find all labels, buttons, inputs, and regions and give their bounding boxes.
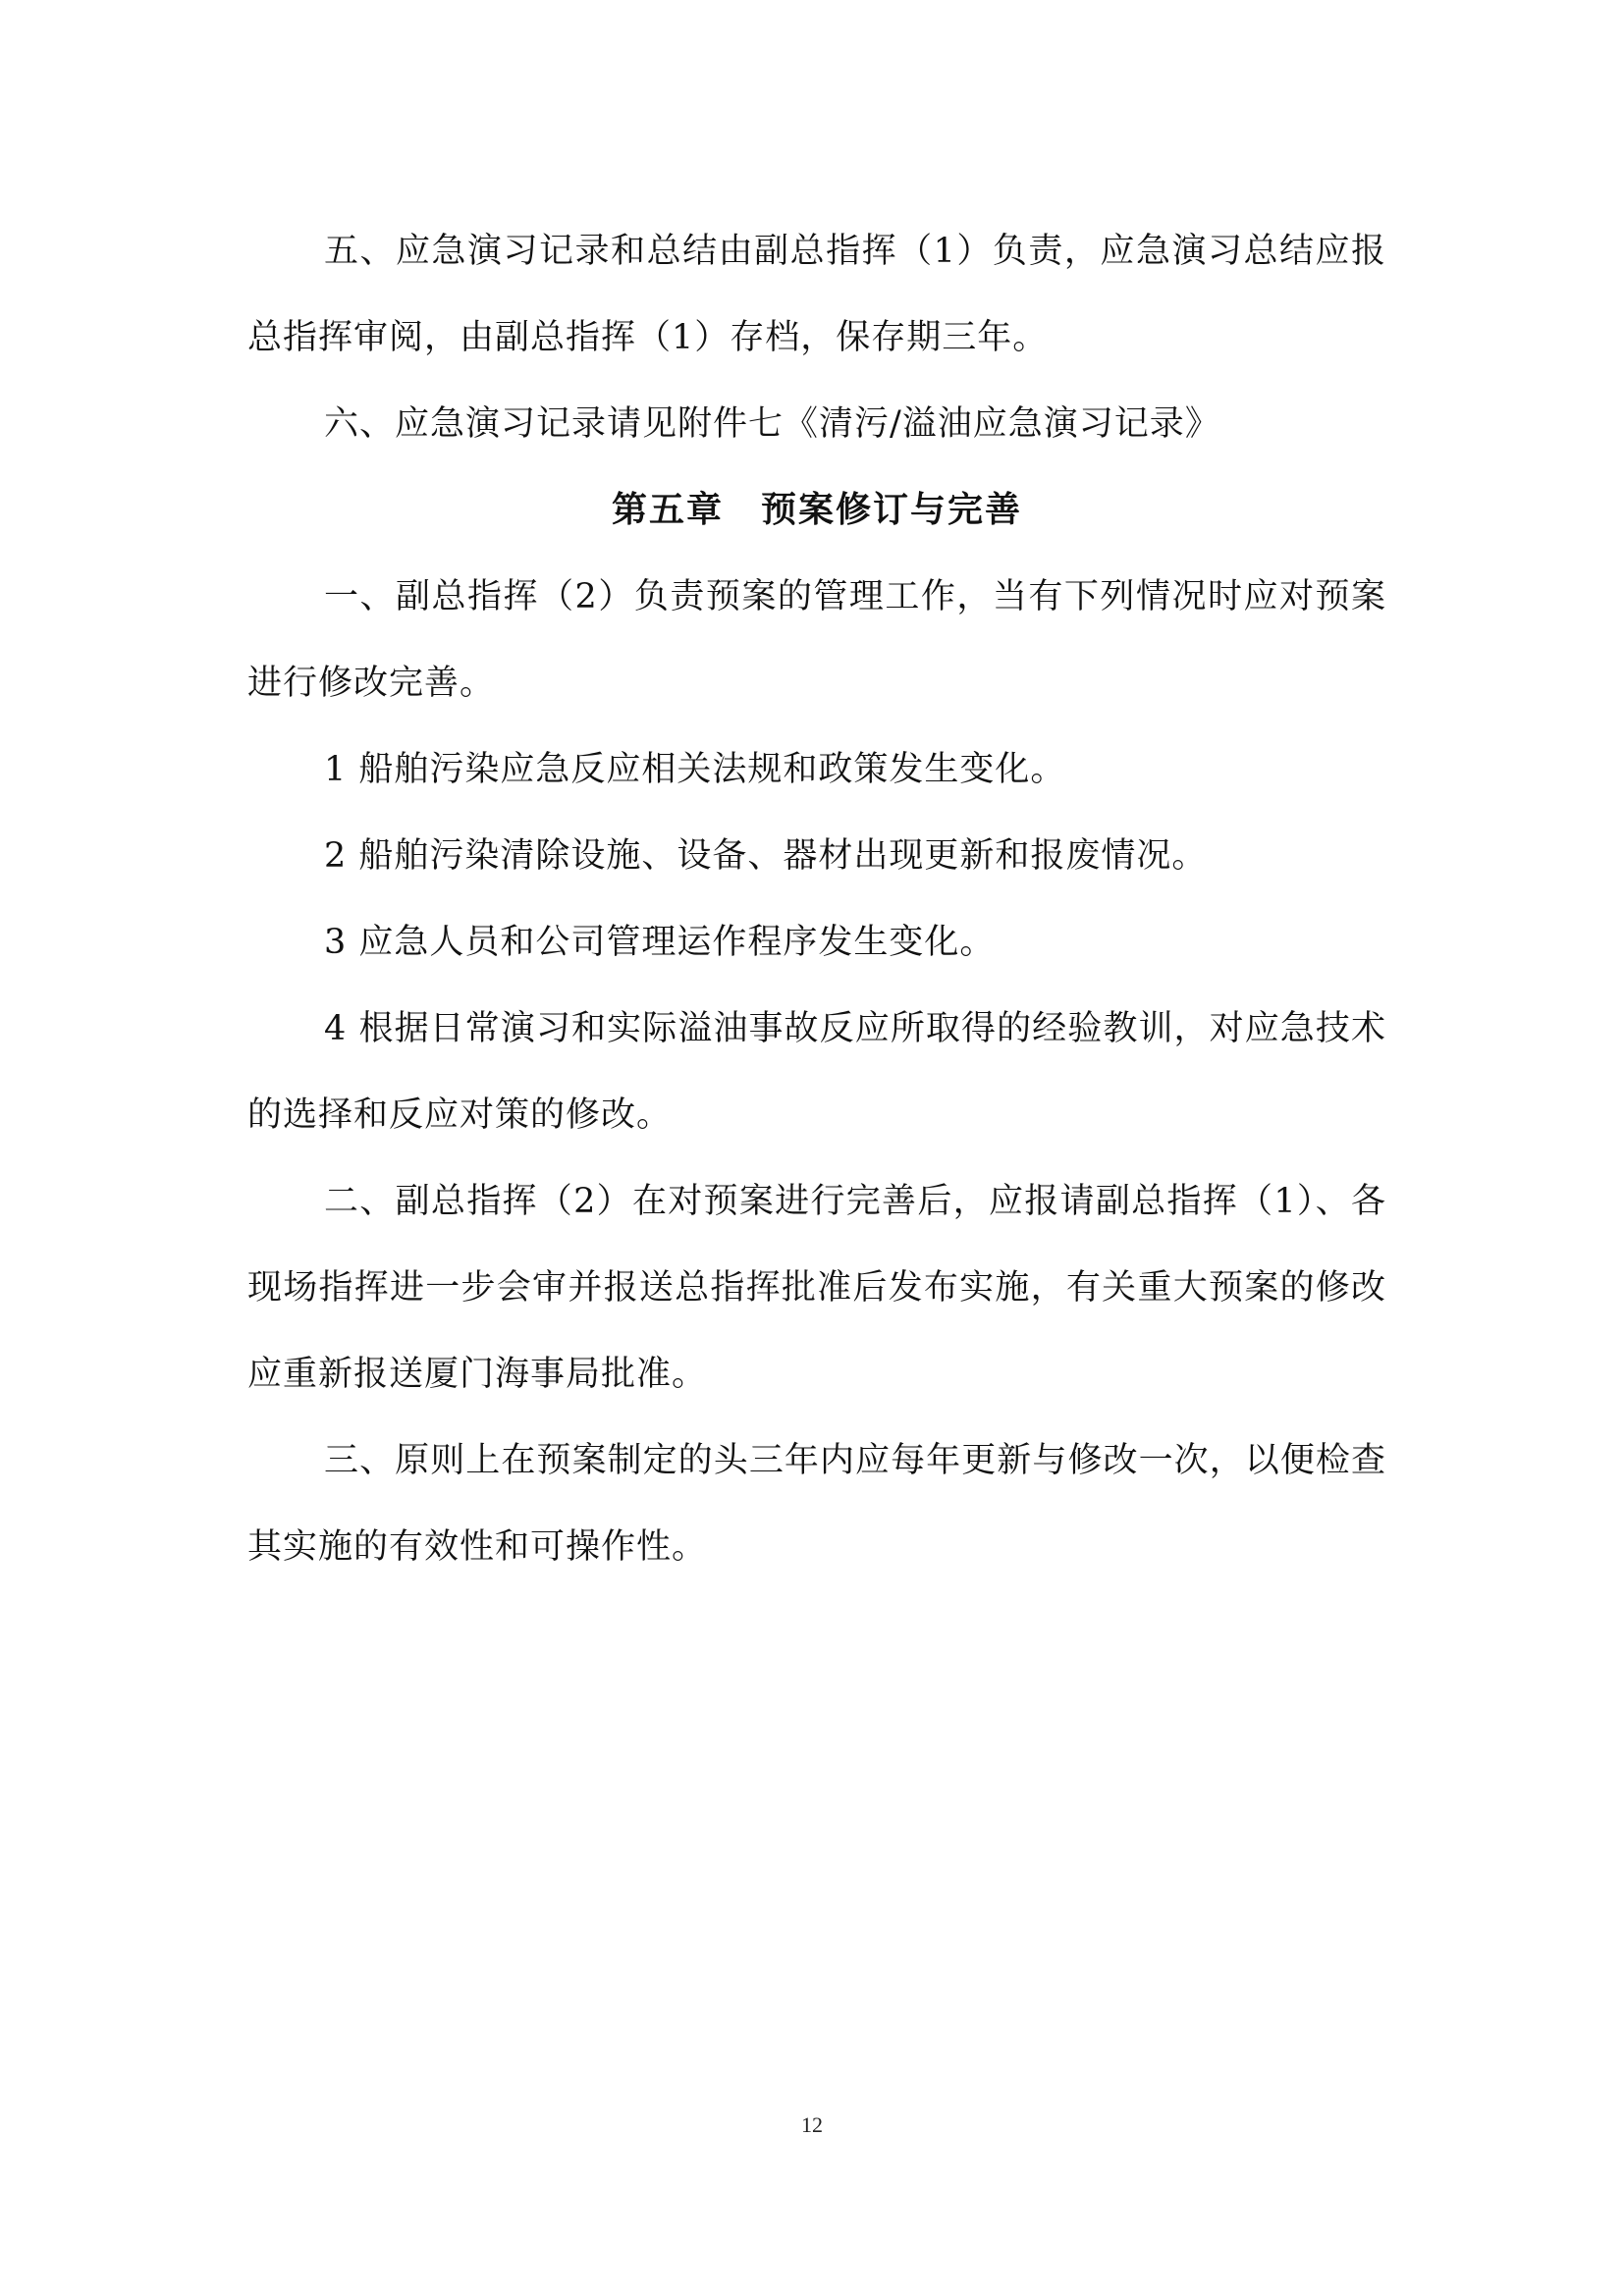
paragraph-plan-management: 一、副总指挥（2）负责预案的管理工作，当有下列情况时应对预案进行修改完善。 [247, 577, 1386, 703]
page-number: 12 [801, 2112, 823, 2137]
list-item-equipment-update: 2 船舶污染清除设施、设备、器材出现更新和报废情况。 [324, 836, 1208, 876]
list-item-regulation-change: 1 船舶污染应急反应相关法规和政策发生变化。 [324, 750, 1066, 789]
page-content [247, 208, 1386, 1590]
paragraph-drill-summary: 五、应急演习记录和总结由副总指挥（1）负责，应急演习总结应报总指挥审阅，由副总指挥（1）存档，保存期三年。 [247, 232, 1386, 357]
paragraph-annual-update: 三、原则上在预案制定的头三年内应每年更新与修改一次，以便检查其实施的有效性和可操作性。 [247, 1441, 1386, 1567]
list-item-personnel-change: 3 应急人员和公司管理运作程序发生变化。 [324, 923, 996, 962]
paragraph-drill-record-appendix: 六、应急演习记录请见附件七《清污/溢油应急演习记录》 [324, 404, 1220, 444]
paragraph-review-approval: 二、副总指挥（2）在对预案进行完善后，应报请副总指挥（1）、各现场指挥进一步会审并报送总指挥批准后发布实施，有关重大预案的修改应重新报送厦门海事局批准。 [247, 1182, 1386, 1394]
chapter-heading: 第五章 预案修订与完善 [611, 490, 1022, 530]
list-item-lessons-learned: 4 根据日常演习和实际溢油事故反应所取得的经验教训，对应急技术的选择和反应对策的修改。 [247, 1009, 1386, 1135]
